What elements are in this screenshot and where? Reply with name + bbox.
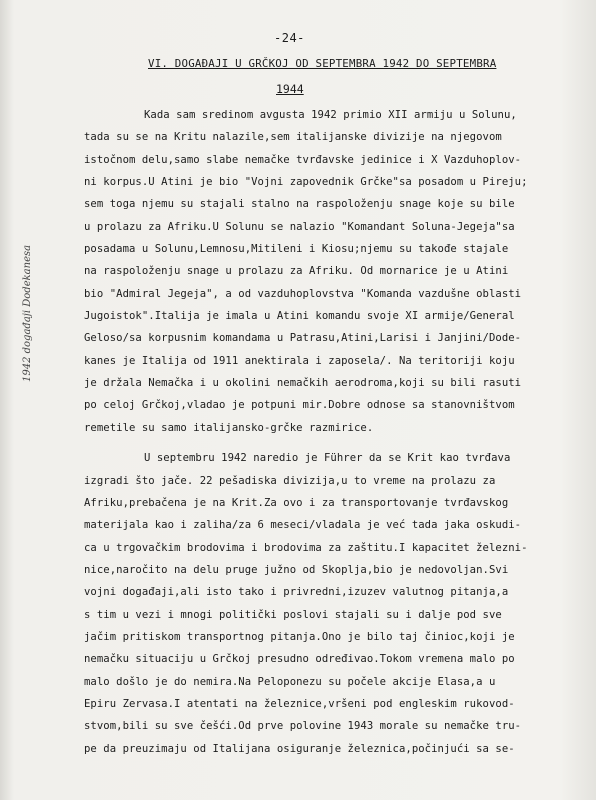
page-number: -24- (274, 31, 305, 45)
chapter-heading: VI. DOGAĐAJI U GRČKOJ OD SEPTEMBRA 1942 DO SEPTEMBRA (148, 57, 497, 70)
body-text (84, 104, 564, 760)
chapter-heading-year: 1944 (276, 82, 304, 96)
text-line: bio "Admiral Jegeja", a od vazduhoplovstva "Komanda vazdušne oblasti (84, 287, 522, 300)
text-line: izgradi što jače. 22 pešadiska divizija,u to vreme na prolazu za (84, 474, 496, 487)
text-line: U septembru 1942 naredio je Führer da se Krit kao tvrđava (144, 452, 511, 465)
text-line: pe da preuzimaju od Italijana osiguranje železnica,počinjući sa se- (84, 742, 515, 755)
text-line: ni korpus.U Atini je bio "Vojni zapovednik Grčke"sa posadom u Pireju; (84, 176, 528, 189)
text-line: remetile su samo italijansko-grčke razmirice. (84, 421, 374, 434)
text-line: s tim u vezi i mnogi politički poslovi stajali su i dalje pod sve (84, 608, 502, 621)
text-line: nemačku situaciju u Grčkoj presudno određivao.Tokom vremena malo po (84, 653, 515, 666)
text-line: materijala kao i zaliha/za 6 meseci/vladala je već tada jaka oskudi- (84, 519, 522, 532)
text-line: jačim pritiskom transportnog pitanja.Ono je bilo taj činioc,koji je (84, 630, 515, 643)
text-line: vojni događaji,ali isto tako i privredni,izuzev valutnog pitanja,a (84, 586, 509, 599)
text-line: po celoj Grčkoj,vladao je potpuni mir.Dobre odnose sa stanovništvom (84, 399, 515, 412)
text-line: stvom,bili su sve češći.Od prve polovine 1943 morale su nemačke tru- (84, 720, 522, 733)
text-line: Afriku,prebačena je na Krit.Za ovo i za transportovanje tvrđavskog (84, 496, 509, 509)
text-line: Jugoistok".Italija je imala u Atini komandu svoje XI armije/General (84, 310, 515, 323)
text-line: tada su se na Kritu nalazile,sem italijanske divizije na njegovom (84, 131, 502, 144)
text-line: Epiru Zervasa.I atentati na železnice,vršeni pod engleskim rukovod- (84, 697, 515, 710)
text-line: malo došlo je do nemira.Na Peloponezu su počele akcije Elasa,a u (84, 675, 496, 688)
text-line: u prolazu za Afriku.U Solunu se nalazio "Komandant Soluna-Jegeja"sa (84, 220, 515, 233)
text-line: istočnom delu,samo slabe nemačke tvrđavske jedinice i X Vazduhoplov- (84, 153, 522, 166)
text-line: je držala Nemačka i u okolini nemačkih aerodroma,koji su bili rasuti (84, 377, 522, 390)
text-line: posadama u Solunu,Lemnosu,Mitileni i Kiosu;njemu su takođe stajale (84, 243, 509, 256)
text-line: na raspoloženju snage u prolazu za Afriku. Od mornarice je u Atini (84, 265, 509, 278)
text-line: ca u trgovačkim brodovima i brodovima za zaštitu.I kapacitet železni- (84, 541, 528, 554)
text-line: Kada sam sredinom avgusta 1942 primio XII armiju u Solunu, (144, 109, 517, 121)
text-line: sem toga njemu su stajali stalno na raspoloženju snage koje su bile (84, 198, 515, 211)
text-line: Geloso/sa korpusnim komandama u Patrasu,Atini,Larisi i Janjini/Dode- (84, 332, 522, 345)
text-line: kanes je Italija od 1911 anektirala i zaposela/. Na teritoriji koju (84, 354, 515, 367)
text-line: nice,naročito na delu pruge južno od Skoplja,bio je nedovoljan.Svi (84, 563, 509, 576)
handwritten-margin-note: 1942 događaji Dodekanesa (22, 244, 33, 382)
